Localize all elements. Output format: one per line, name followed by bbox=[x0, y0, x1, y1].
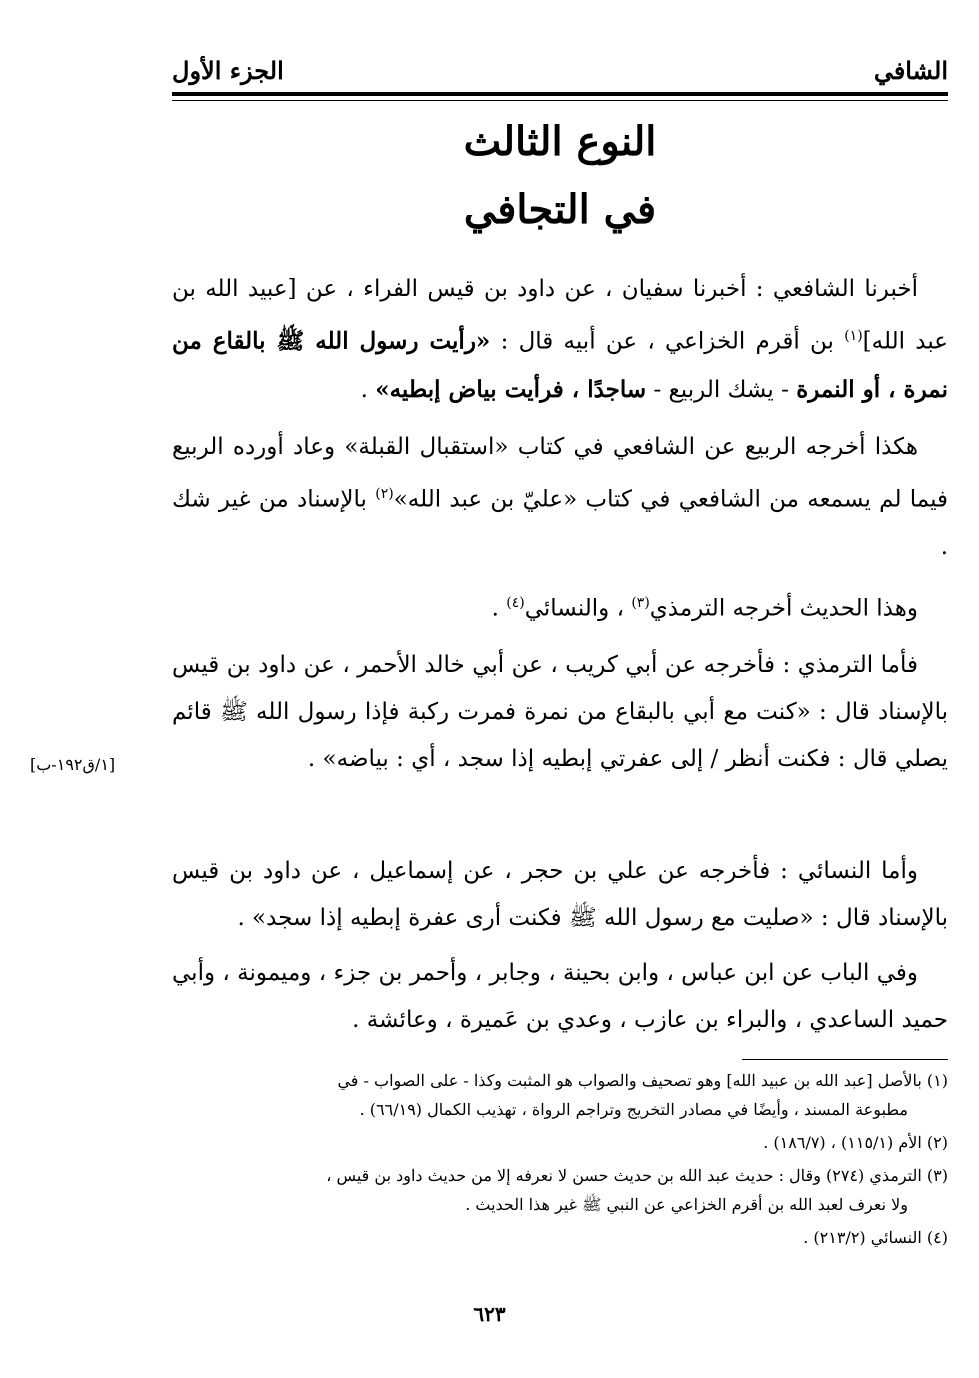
footnote-ref-3[interactable]: (٣) bbox=[631, 595, 650, 611]
paragraph-2: هكذا أخرجه الربيع عن الشافعي في كتاب «استقبال القبلة» وعاد أورده الربيع فيما لم يسمعه من الشافعي في كتاب «عليّ بن عبد الله»$^{(٢)}$ بالإسناد من غير شك . bbox=[172, 434, 949, 560]
book-title: الشافي bbox=[873, 56, 948, 85]
body-text-4 bbox=[172, 642, 948, 783]
footnote-separator bbox=[742, 1059, 948, 1060]
header-rule-thick bbox=[172, 92, 948, 96]
footnotes bbox=[172, 1066, 948, 1256]
paragraph-5: وأما النسائي : فأخرجه عن علي بن حجر ، عن إسماعيل ، عن داود بن قيس بالإسناد قال : «صليت مع رسول الله ﷺ فكنت أرى عفرة إبطيه إذا سجد» . bbox=[172, 858, 948, 931]
paragraph-1: أخبرنا الشافعي : أخبرنا سفيان ، عن داود بن قيس الفراء ، عن [عبيد الله بن عبد الله]$^{(١)}$ بن أقرم الخزاعي ، عن أبيه قال : «رأيت رسول الله ﷺ بالقاع من نمرة ، أو النمرة - يشك الربيع - ساجدًا ، فرأيت بياض إبطيه» . bbox=[172, 276, 948, 403]
footnote-ref-4[interactable]: (٤) bbox=[506, 595, 525, 611]
section-subtitle: في التجافي bbox=[463, 186, 657, 233]
paragraph-6: وفي الباب عن ابن عباس ، وابن بحينة ، وجابر ، وأحمر بن جزء ، وميمونة ، وأبي حميد الساعدي ، والبراء بن عازب ، وعدي بن عَميرة ، وعائشة . bbox=[172, 960, 948, 1033]
body-text-6 bbox=[172, 950, 948, 1044]
body-text-2 bbox=[172, 424, 948, 571]
footnote-1: (١) بالأصل [عبد الله بن عبيد الله] وهو تصحيف والصواب هو المثبت وكذا - على الصواب - في مطبوعة المسند ، وأيضًا في مصادر التخريج وتراجم الرواة ، تهذيب الكمال (٦٦/١٩) . bbox=[337, 1071, 948, 1119]
body-text bbox=[172, 266, 948, 414]
running-header bbox=[172, 52, 948, 92]
header-rule-thin bbox=[172, 100, 948, 101]
footnote-4: (٤) النسائي (٢١٣/٢) . bbox=[803, 1228, 948, 1247]
footnote-3: (٣) الترمذي (٢٧٤) وقال : حديث عبد الله بن حديث حسن لا نعرفه إلا من حديث داود بن قيس ، ولا نعرف لعبد الله بن أقرم الخزاعي عن النبي ﷺ غير هذا الحديث . bbox=[326, 1166, 948, 1214]
footnote-ref-1[interactable]: (١) bbox=[844, 328, 863, 344]
paragraph-4: فأما الترمذي : فأخرجه عن أبي كريب ، عن أبي خالد الأحمر ، عن داود بن قيس بالإسناد قال : «كنت مع أبي بالبقاع من نمرة فمرت ركبة فإذا رسول الله ﷺ قائم يصلي قال : فكنت أنظر / إلى عفرتي إبطيه إذا سجد ، أي : بياضه» . bbox=[172, 652, 948, 772]
footnote-2: (٢) الأم (١١٥/١) ، (١٨٦/٧) . bbox=[763, 1133, 948, 1152]
manuscript-folio-note: [١/ق١٩٢-ب] bbox=[30, 755, 116, 774]
paragraph-3: وهذا الحديث أخرجه الترمذي$^{(٣)}$ ، والنسائي$^{(٤)}$ . bbox=[491, 595, 918, 622]
page-number: ٦٢٣ bbox=[473, 1302, 506, 1326]
volume-label: الجزء الأول bbox=[172, 56, 284, 85]
footnote-ref-2[interactable]: (٢) bbox=[375, 486, 394, 502]
body-text-5 bbox=[172, 848, 948, 942]
section-title: النوع الثالث bbox=[463, 118, 657, 165]
body-text-3 bbox=[172, 580, 948, 633]
